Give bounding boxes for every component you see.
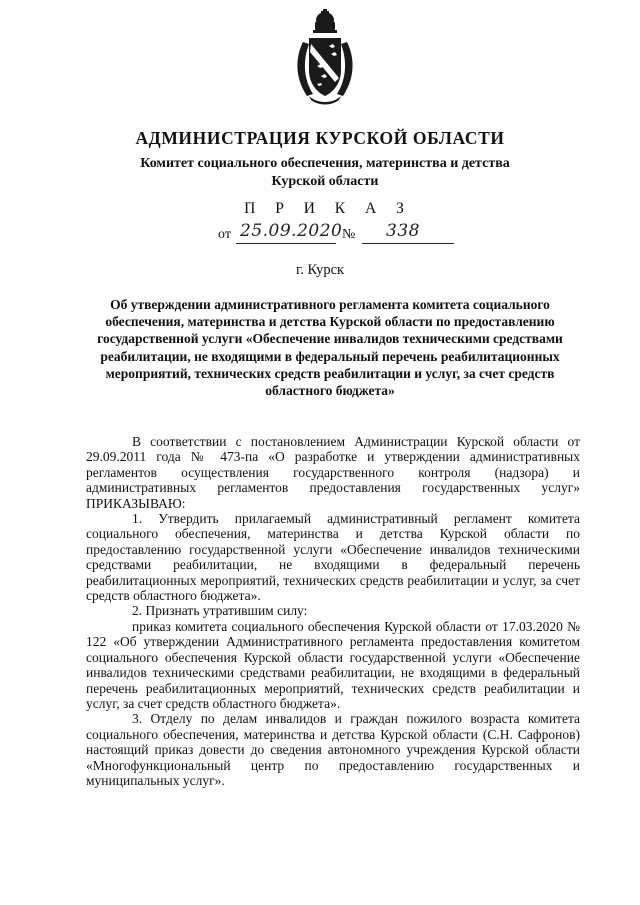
item-2-paragraph: 2. Признать утратившим силу: — [132, 603, 308, 619]
committee-name-line1: Комитет социального обеспечения, материнства и детства — [140, 156, 510, 171]
order-date-number-line — [218, 221, 478, 247]
order-heading: П Р И К А З — [244, 200, 412, 217]
from-label: от — [218, 227, 231, 242]
document-title: Об утверждении административного регламента комитета социального обеспечения, материнства и детства Курской области по предоставлению государственной услуги «Обеспечение инвалидов техническими средствами реабилитации, не входящими в федеральный перечень реабилитационных мероприятий, технических средств реабилитации и услуг, за счет средств областного бюджета» — [97, 297, 563, 399]
handwritten-number: 338 — [386, 221, 420, 241]
city-name: г. Курск — [295, 262, 345, 278]
date-underline — [236, 243, 336, 244]
document-body — [86, 434, 580, 788]
number-underline — [362, 243, 454, 244]
item-1-paragraph: 1. Утвердить прилагаемый административный регламент комитета социального обеспечения, материнства и детства Курской области по предоставлению государственной услуги «Обеспечение инвалидов техническими средствами реабилитации, не входящими в федеральный перечень реабилитационных мероприятий, технических средств реабилитации и услуг, за счет средств областного бюджета». — [86, 511, 580, 604]
intro-paragraph: В соответствии с постановлением Администрации Курской области от 29.09.2011 года № 473-па «О разработке и утверждении административных регламентов осуществления государственного контроля (надзора) и административных регламентов предоставления государственных услуг» ПРИКАЗЫВАЮ: — [86, 434, 580, 511]
administration-title: АДМИНИСТРАЦИЯ КУРСКОЙ ОБЛАСТИ — [135, 128, 505, 148]
coat-of-arms-emblem — [293, 8, 357, 108]
committee-name — [90, 155, 560, 191]
number-label: № — [342, 227, 356, 242]
item-2-text-paragraph: приказ комитета социального обеспечения Курской области от 17.03.2020 № 122 «Об утверждении Административного регламента предоставления комитетом социального обеспечения Курской области государственной услуги «Обеспечение инвалидов техническими средствами реабилитации, не входящими в федеральный перечень реабилитационных мероприятий, технических средств реабилитации и услуг, за счет средств областного бюджета». — [86, 618, 580, 711]
committee-name-line2: Курской области — [271, 174, 379, 189]
item-3-paragraph: 3. Отделу по делам инвалидов и граждан пожилого возраста комитета социального обеспечения, материнства и детства Курской области (С.Н. Сафронов) настоящий приказ довести до сведения автономного учреждения Курской области «Многофункциональный центр по предоставлению государственных и муниципальных услуг». — [86, 711, 580, 788]
handwritten-date: 25.09.2020 — [240, 221, 343, 241]
